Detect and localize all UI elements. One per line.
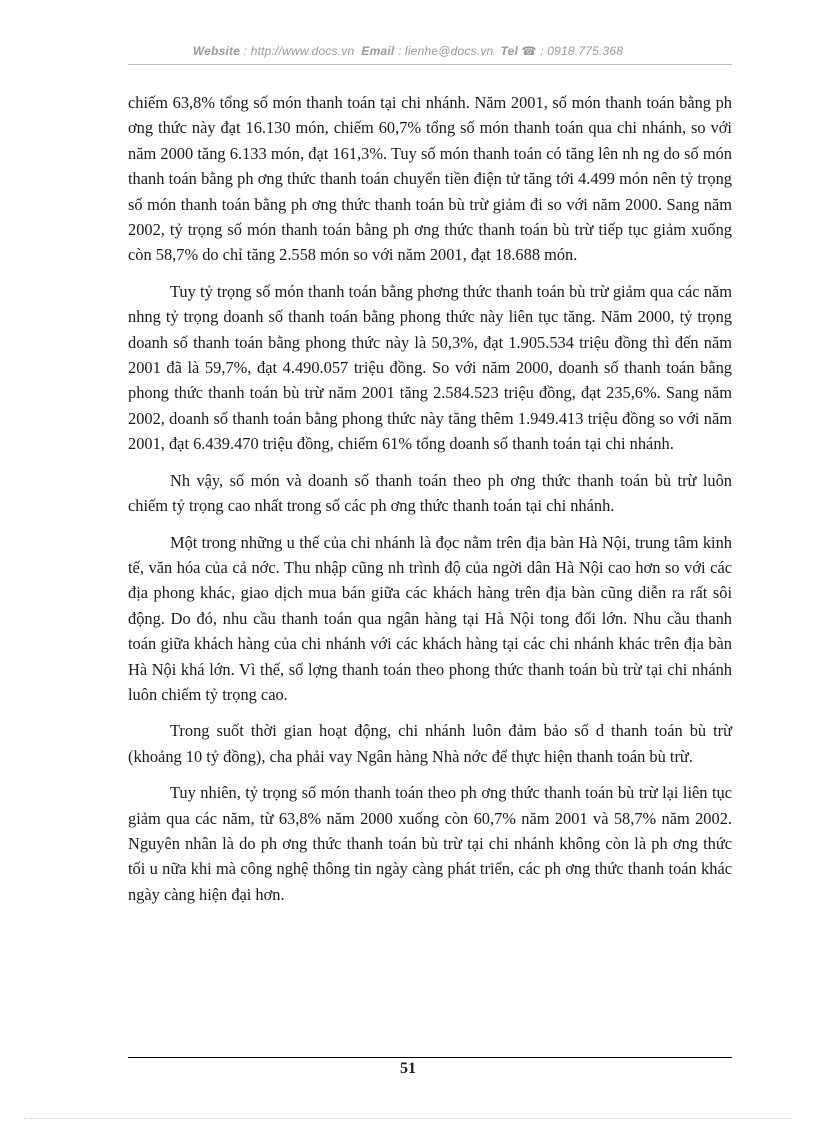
paragraph-1: chiếm 63,8% tổng số món thanh toán tại chi nhánh. Năm 2001, số món thanh toán bằng ph ơng thức này đạt 16.130 món, chiếm 60,7% tổng số món thanh toán qua chi nhánh, so với năm 2000 tăng 6.133 món, đạt 161,3%. Tuy số món thanh toán có tăng lên nh ng do số món thanh toán bằng ph ơng thức thanh toán chuyển tiền điện tử tăng tới 4.499 món nên tỷ trọng số món thanh toán bằng ph ơng thức thanh toán bù trừ giảm đi so với năm 2000. Sang năm 2002, tỷ trọng số món thanh toán bằng ph ơng thức thanh toán bù trừ tiếp tục giảm xuống còn 58,7% do chỉ tăng 2.558 món so với năm 2001, đạt 18.688 món. [128, 93, 732, 265]
website-label: Website [192, 44, 241, 58]
page-number: 51 [400, 1060, 416, 1077]
document-body [128, 90, 732, 918]
paragraph-4: Một trong những u thế của chi nhánh là đọc nằm trên địa bàn Hà Nội, trung tâm kinh tế, văn hóa của cả nớc. Thu nhập cũng nh trình độ của ngời dân Hà Nội cao hơn so với các địa phong khác, giao dịch mua bán giữa các khách hàng trên địa bàn cũng diễn ra rất sôi động. Do đó, nhu cầu thanh toán qua ngân hàng tại Hà Nội tong đối lớn. Nhu cầu thanh toán giữa khách hàng của chi nhánh với các khách hàng tại các chi nhánh khác trên địa bàn Hà Nội khá lớn. Vì thế, số lợng thanh toán theo phong thức thanh toán bù trừ tại chi nhánh luôn chiếm tỷ trọng cao. [128, 532, 732, 704]
email-label: Email [361, 44, 395, 58]
paragraph-3: Nh vậy, số món và doanh số thanh toán theo ph ơng thức thanh toán bù trừ luôn chiếm tỷ trọng cao nhất trong số các ph ơng thức thanh toán tại chi nhánh. [128, 470, 732, 516]
website-value: : http://www.docs.vn [243, 44, 355, 58]
tel-value: ☎ : 0918.775.368 [521, 44, 624, 58]
email-value: : lienhe@docs.vn [397, 44, 494, 58]
tel-label: Tel [500, 44, 518, 58]
footer-divider [128, 1057, 732, 1058]
paragraph-5: Trong suốt thời gian hoạt động, chi nhánh luôn đảm bảo số d thanh toán bù trừ (khoảng 10 tỷ đồng), cha phải vay Ngân hàng Nhà nớc để thực hiện thanh toán bù trừ. [128, 721, 732, 766]
page-header [0, 44, 816, 58]
paragraph-6: Tuy nhiên, tỷ trọng số món thanh toán theo ph ơng thức thanh toán bù trừ lại liên tục giảm qua các năm, từ 63,8% năm 2000 xuống còn 60,7% năm 2001 và 58,7% năm 2002. Nguyên nhân là do ph ơng thức thanh toán bù trừ tại chi nhánh không còn là ph ơng thức tối u nữa khi mà công nghệ thông tin ngày càng phát triển, các ph ơng thức thanh toán khác ngày càng hiện đại hơn. [128, 783, 732, 904]
header-divider [128, 64, 732, 65]
page-bottom-border [24, 1118, 792, 1119]
paragraph-2: Tuy tỷ trọng số món thanh toán bằng phơng thức thanh toán bù trừ giảm qua các năm nhng tỷ trọng doanh số thanh toán bằng phong thức này liên tục tăng. Năm 2000, tỷ trọng doanh số thanh toán bằng phong thức này là 50,3%, đạt 1.905.534 triệu đồng thì đến năm 2001 đã là 59,7%, đạt 4.490.057 triệu đồng. So với năm 2000, doanh số thanh toán bằng phong thức thanh toán bù trừ năm 2001 tăng 2.584.523 triệu đồng, đạt 235,6%. Sang năm 2002, doanh số thanh toán bằng phong thức này tăng thêm 1.949.413 triệu đồng so với năm 2001, đạt 6.439.470 triệu đồng, chiếm 61% tổng doanh số thanh toán tại chi nhánh. [128, 281, 732, 454]
